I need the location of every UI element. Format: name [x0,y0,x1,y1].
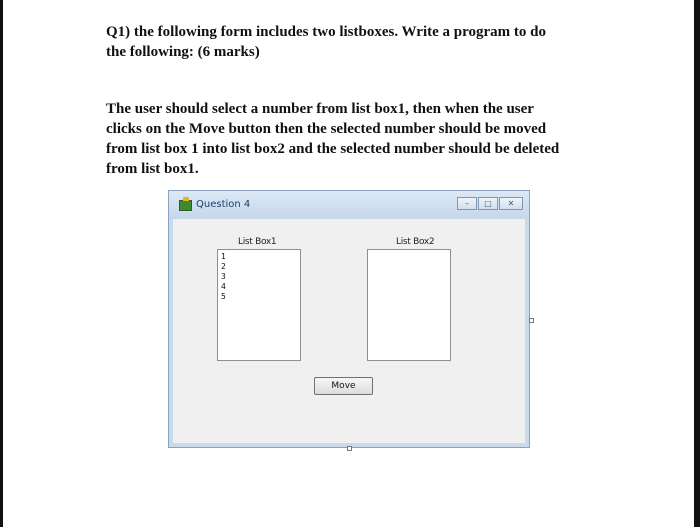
window-controls [456,197,523,210]
close-icon[interactable]: ✕ [499,197,523,210]
window-title: Question 4 [196,199,251,210]
listbox2-label: List Box2 [396,237,435,247]
right-dark-edge [694,0,700,527]
instructions-line: The user should select a number from list box1, then when the user [106,101,534,117]
title-bar[interactable] [169,191,529,219]
question-heading [106,22,606,62]
resize-handle-bottom[interactable] [347,446,352,451]
form-window [168,190,530,448]
instructions-line: clicks on the Move button then the selected number should be moved [106,121,547,137]
listbox1-item[interactable]: 4 [221,282,226,291]
listbox1-label: List Box1 [238,237,277,247]
minimize-icon[interactable]: – [457,197,477,210]
instructions-line: from list box1. [106,161,199,177]
move-button[interactable]: Move [314,377,373,395]
maximize-icon[interactable]: □ [478,197,498,210]
listbox2[interactable] [367,249,451,361]
resize-handle-right[interactable] [529,318,534,323]
listbox1[interactable] [217,249,301,361]
left-dark-edge [0,0,3,527]
question-line: Q1) the following form includes two listboxes. Write a program to do [106,24,546,40]
instructions-paragraph [106,99,606,179]
instructions-line: from list box 1 into list box2 and the selected number should be deleted [106,141,560,157]
listbox1-item[interactable]: 3 [221,272,226,281]
listbox1-items [218,250,300,302]
listbox1-item[interactable]: 1 [221,252,226,261]
form-app-icon [179,200,192,211]
listbox1-item[interactable]: 2 [221,262,226,271]
form-client-area [173,219,525,443]
question-line: the following: (6 marks) [106,44,260,60]
listbox1-item[interactable]: 5 [221,292,226,301]
